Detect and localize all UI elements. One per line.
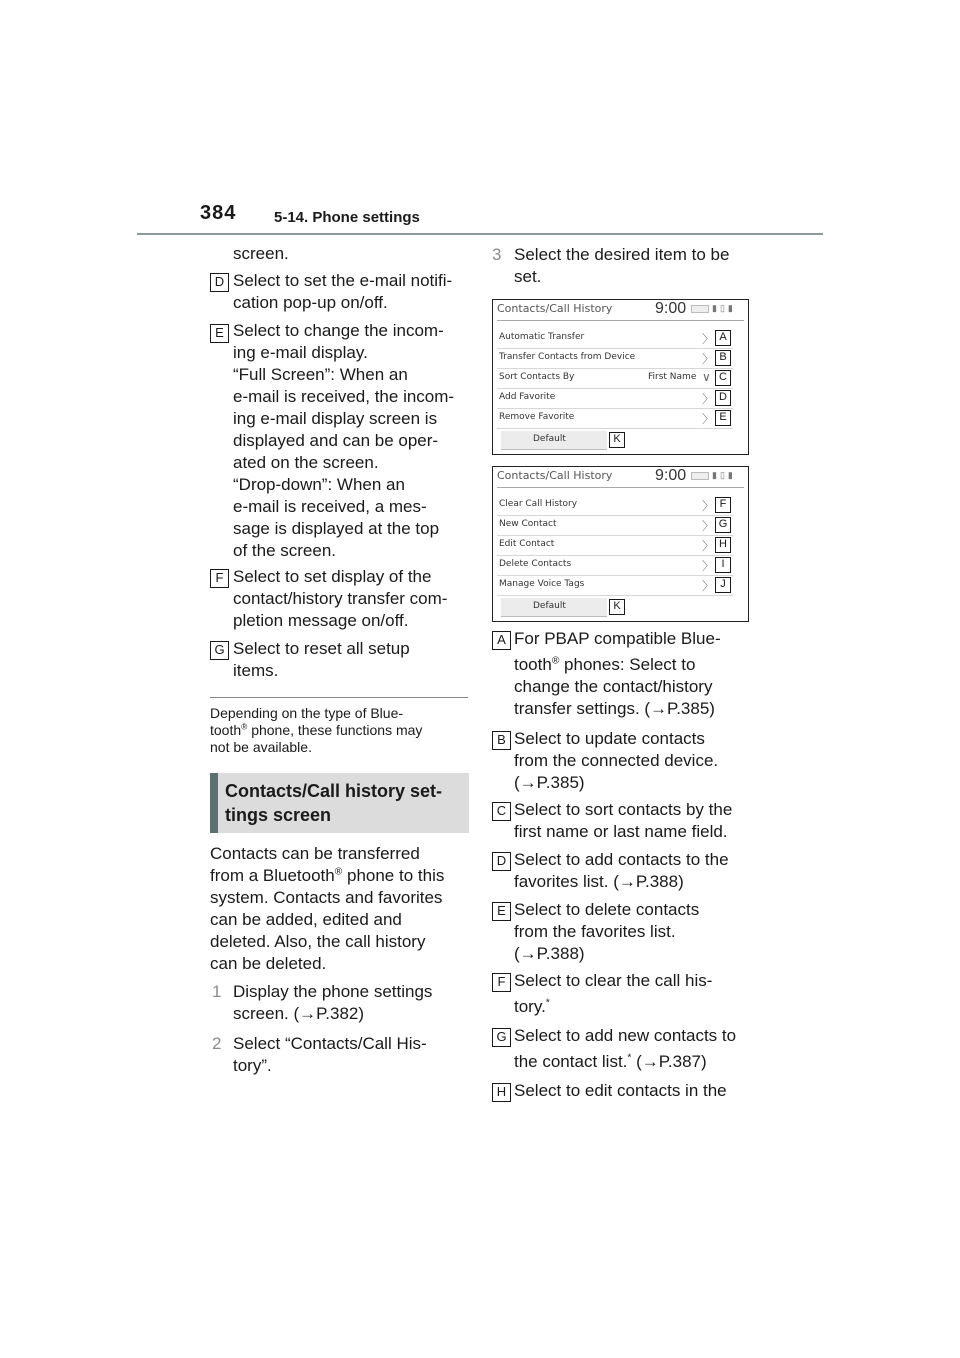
screen-contacts-call-history-2 xyxy=(492,466,749,622)
item-badge-d: D xyxy=(210,273,229,292)
callout-badge-a: A xyxy=(715,330,731,346)
desc-badge-a: A xyxy=(492,631,511,650)
heading-bar xyxy=(210,773,218,833)
title-divider xyxy=(497,487,744,488)
desc-badge-e: E xyxy=(492,902,511,921)
row-transfer-contacts[interactable]: Transfer Contacts from Device 〉 xyxy=(497,348,733,369)
callout-badge-i: I xyxy=(715,557,731,573)
desc-badge-g: G xyxy=(492,1028,511,1047)
chevron-right-icon: 〉 xyxy=(702,392,715,406)
screen-contacts-call-history-1 xyxy=(492,299,749,455)
callout-badge-c: C xyxy=(715,370,731,386)
desc-g: Select to add new contacts to the contact list.* (→P.387) xyxy=(514,1026,737,1071)
step-number: 1 xyxy=(212,982,222,1001)
chevron-right-icon: 〉 xyxy=(702,539,715,553)
chevron-right-icon: 〉 xyxy=(702,519,715,533)
screen-title: Contacts/Call History xyxy=(497,469,613,482)
desc-badge-h: H xyxy=(492,1083,511,1102)
chevron-right-icon: 〉 xyxy=(702,559,715,573)
desc-c: Select to sort contacts by the first name or last name field. xyxy=(514,800,733,841)
desc-badge-c: C xyxy=(492,802,511,821)
header-rule xyxy=(137,233,823,235)
item-f-text: Select to set display of the contact/history transfer com- pletion message on/off. xyxy=(233,567,448,630)
clock: 9:00 xyxy=(655,467,687,484)
step-1-text: Display the phone settings screen. (→P.382) xyxy=(233,982,433,1023)
row-clear-call-history[interactable]: Clear Call History 〉 xyxy=(497,495,733,516)
title-divider xyxy=(497,320,744,321)
row-add-favorite[interactable]: Add Favorite 〉 xyxy=(497,388,733,409)
chevron-right-icon: 〉 xyxy=(702,332,715,346)
row-new-contact[interactable]: New Contact 〉 xyxy=(497,515,733,536)
row-sort-contacts[interactable]: Sort Contacts By First Name ∨ xyxy=(497,368,733,389)
row-edit-contact[interactable]: Edit Contact 〉 xyxy=(497,535,733,556)
item-d-text: Select to set the e-mail notifi- cation pop-up on/off. xyxy=(233,271,453,312)
page-number: 384 xyxy=(200,202,237,224)
item-e-text: Select to change the incom- ing e-mail display. “Full Screen”: When an e-mail is received, the incom- ing e-mail display screen is displayed and can be oper- ated on the screen. “Drop-down”: When an e-mail is received, a mes- sage is displayed at the top of the screen. xyxy=(233,321,455,560)
callout-badge-k: K xyxy=(609,432,625,448)
callout-badge-h: H xyxy=(715,537,731,553)
status-badge xyxy=(691,472,709,480)
desc-badge-b: B xyxy=(492,731,511,750)
row-remove-favorite[interactable]: Remove Favorite 〉 xyxy=(497,408,733,429)
callout-badge-b: B xyxy=(715,350,731,366)
item-badge-g: G xyxy=(210,641,229,660)
note-rule xyxy=(210,697,468,698)
desc-badge-f: F xyxy=(492,973,511,992)
signal-icon: ▮▯▮ xyxy=(712,470,736,480)
row-manage-voice-tags[interactable]: Manage Voice Tags 〉 xyxy=(497,575,733,596)
default-button[interactable]: Default xyxy=(501,431,607,450)
callout-badge-j: J xyxy=(715,577,731,593)
note: Depending on the type of Blue- tooth® phone, these functions may not be available. xyxy=(210,705,423,755)
chevron-down-icon: ∨ xyxy=(702,370,711,384)
item-badge-e: E xyxy=(210,324,229,343)
chevron-right-icon: 〉 xyxy=(702,579,715,593)
callout-badge-g: G xyxy=(715,517,731,533)
callout-badge-f: F xyxy=(715,497,731,513)
chevron-right-icon: 〉 xyxy=(702,499,715,513)
row-automatic-transfer[interactable]: Automatic Transfer 〉 xyxy=(497,328,733,349)
desc-d: Select to add contacts to the favorites list. (→P.388) xyxy=(514,850,729,891)
callout-badge-e: E xyxy=(715,410,731,426)
callout-badge-d: D xyxy=(715,390,731,406)
clock: 9:00 xyxy=(655,300,687,317)
chevron-right-icon: 〉 xyxy=(702,352,715,366)
heading-text: Contacts/Call history set- tings screen xyxy=(225,781,443,825)
section-title: 5-14. Phone settings xyxy=(274,209,420,226)
desc-b: Select to update contacts from the connected device. (→P.385) xyxy=(514,729,719,792)
desc-f: Select to clear the call his- tory.* xyxy=(514,971,713,1016)
intro-paragraph: Contacts can be transferred from a Bluetooth® phone to this system. Contacts and favorites can be added, edited and deleted. Also, the call history can be deleted. xyxy=(210,844,445,973)
section-heading xyxy=(210,773,469,833)
chevron-right-icon: 〉 xyxy=(702,412,715,426)
default-button[interactable]: Default xyxy=(501,598,607,617)
desc-badge-d: D xyxy=(492,852,511,871)
sort-value: First Name xyxy=(648,372,697,382)
continued-text: screen. xyxy=(233,244,289,263)
row-delete-contacts[interactable]: Delete Contacts 〉 xyxy=(497,555,733,576)
step-number: 3 xyxy=(492,245,502,264)
desc-a: For PBAP compatible Blue- tooth® phones: Select to change the contact/history transfer settings. (→P.385) xyxy=(514,629,721,718)
callout-badge-k: K xyxy=(609,599,625,615)
step-3-text: Select the desired item to be set. xyxy=(514,245,730,286)
step-2-text: Select “Contacts/Call His- tory”. xyxy=(233,1034,427,1075)
signal-icon: ▮▯▮ xyxy=(712,303,736,313)
desc-e: Select to delete contacts from the favorites list. (→P.388) xyxy=(514,900,700,963)
step-number: 2 xyxy=(212,1034,222,1053)
item-badge-f: F xyxy=(210,569,229,588)
desc-h: Select to edit contacts in the xyxy=(514,1081,727,1100)
screen-title: Contacts/Call History xyxy=(497,302,613,315)
item-g-text: Select to reset all setup items. xyxy=(233,639,410,680)
status-badge xyxy=(691,305,709,313)
